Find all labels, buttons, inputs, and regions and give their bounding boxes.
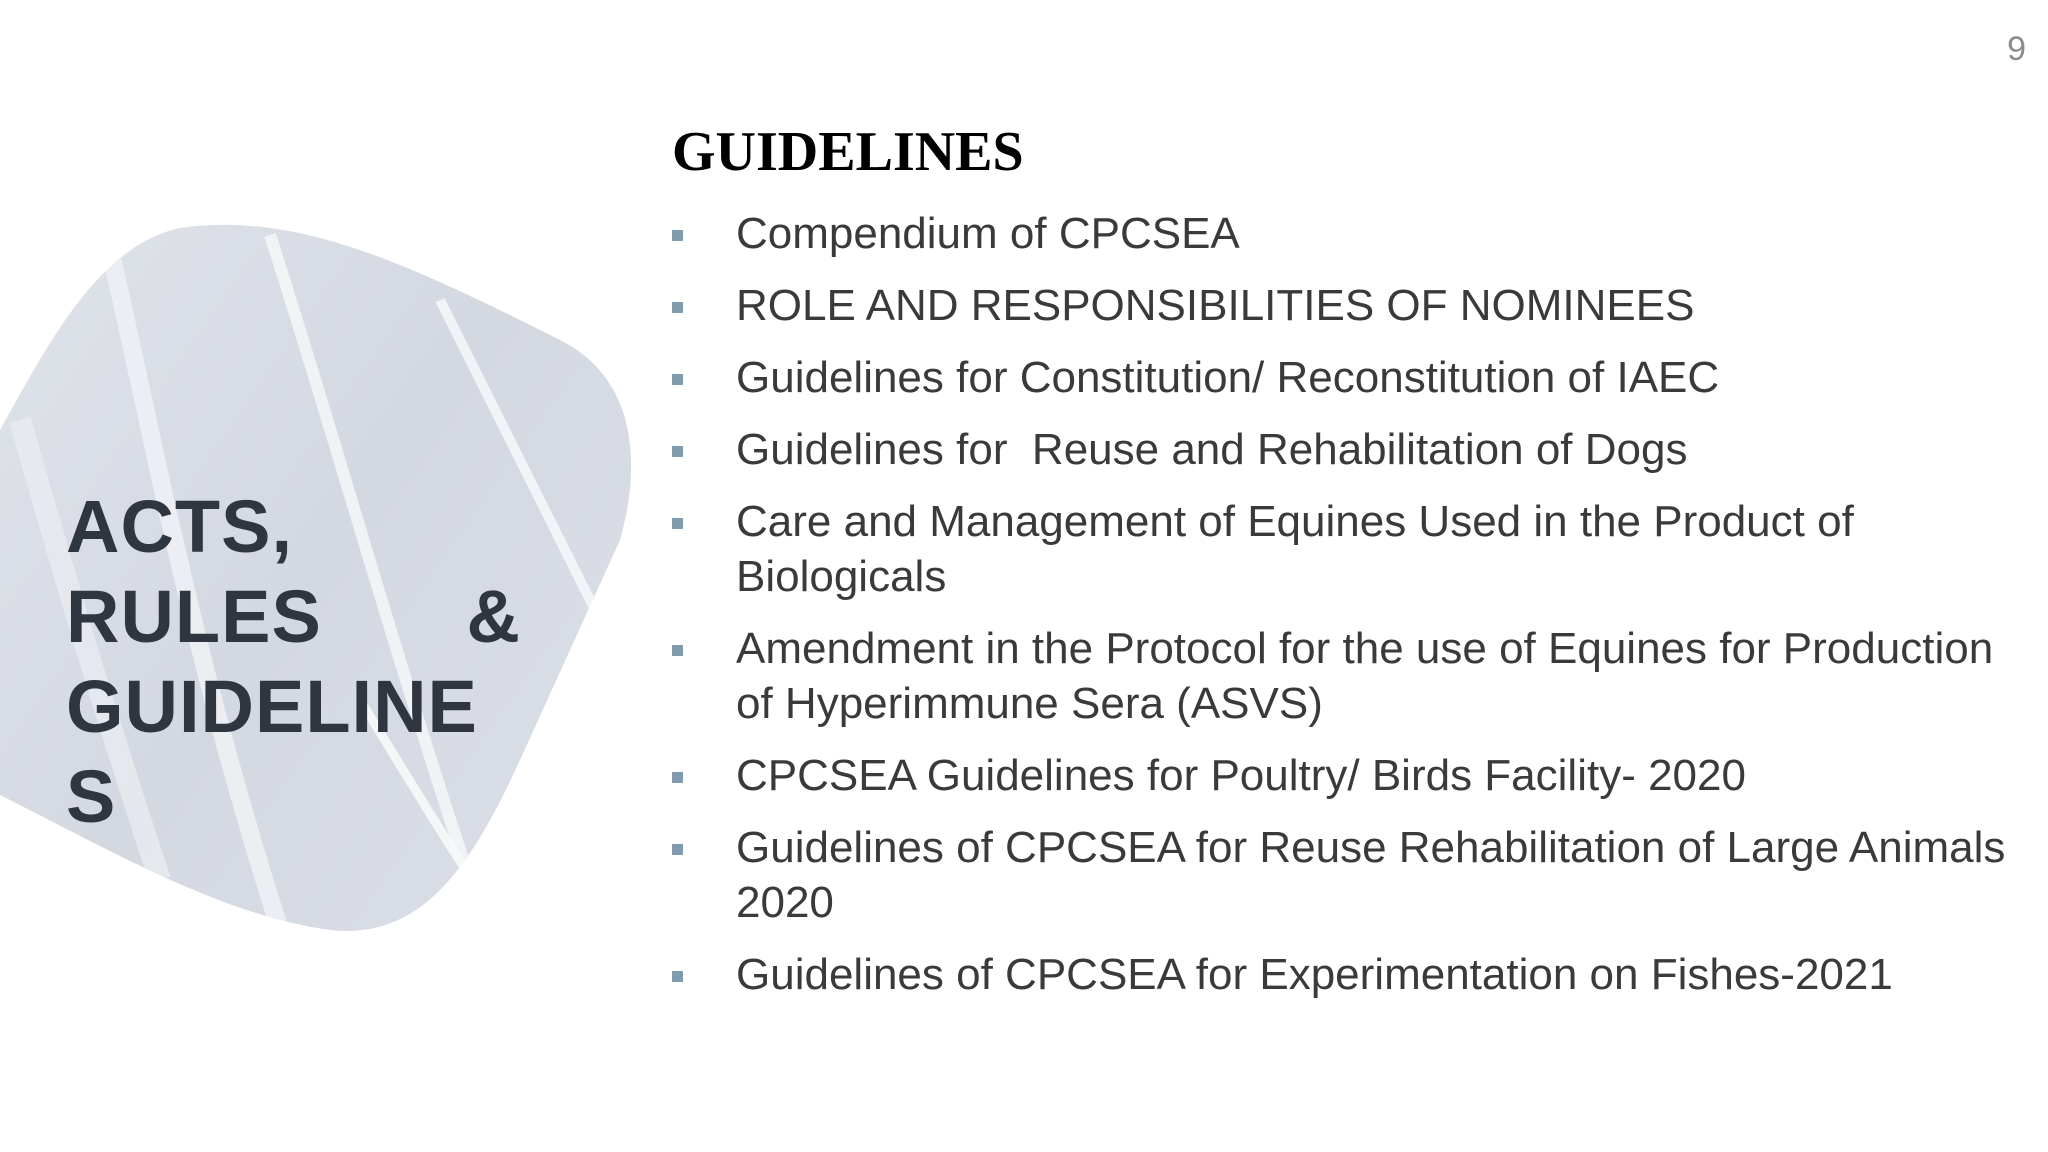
list-item-text: ROLE AND RESPONSIBILITIES OF NOMINEES [736, 281, 1695, 330]
list-item [672, 350, 2012, 405]
list-item-text: CPCSEA Guidelines for Poultry/ Birds Facility- 2020 [736, 751, 1746, 800]
bullet-icon [672, 374, 683, 385]
list-item-text: Amendment in the Protocol for the use of Equines for Production of Hyperimmune Sera (ASVS) [736, 624, 1994, 728]
list-item [672, 947, 2012, 1002]
list-item [672, 278, 2012, 333]
bullet-icon [672, 772, 683, 783]
bullet-icon [672, 645, 683, 656]
list-item-text: Guidelines of CPCSEA for Experimentation on Fishes-2021 [736, 950, 1893, 999]
list-item-text: Compendium of CPCSEA [736, 209, 1240, 258]
list-item-text: Care and Management of Equines Used in the Product of Biologicals [736, 497, 1854, 601]
section-title-line-4: S [66, 755, 117, 838]
section-title-line-1: ACTS, [66, 485, 293, 568]
section-title-ampersand: & [466, 575, 521, 658]
section-title-rules: RULES [66, 575, 322, 658]
bullet-icon [672, 302, 683, 313]
bullet-icon [672, 844, 683, 855]
list-item-text: Guidelines for Constitution/ Reconstitution of IAEC [736, 353, 1720, 402]
bullet-icon [672, 971, 683, 982]
list-item [672, 422, 2012, 477]
list-item [672, 820, 2012, 930]
bullet-icon [672, 446, 683, 457]
guidelines-list [672, 206, 2012, 1019]
list-item [672, 621, 2012, 731]
list-item [672, 206, 2012, 261]
guidelines-heading: GUIDELINES [672, 121, 1024, 183]
section-title-line-3: GUIDELINE [66, 665, 478, 748]
bullet-icon [672, 518, 683, 529]
list-item [672, 494, 2012, 604]
list-item-text: Guidelines of CPCSEA for Reuse Rehabilitation of Large Animals 2020 [736, 823, 2006, 927]
bullet-icon [672, 230, 683, 241]
list-item-text: Guidelines for Reuse and Rehabilitation of Dogs [736, 425, 1688, 474]
section-title-line-2 [66, 572, 521, 662]
page-number: 9 [2007, 30, 2026, 68]
section-title [66, 482, 521, 842]
list-item [672, 748, 2012, 803]
